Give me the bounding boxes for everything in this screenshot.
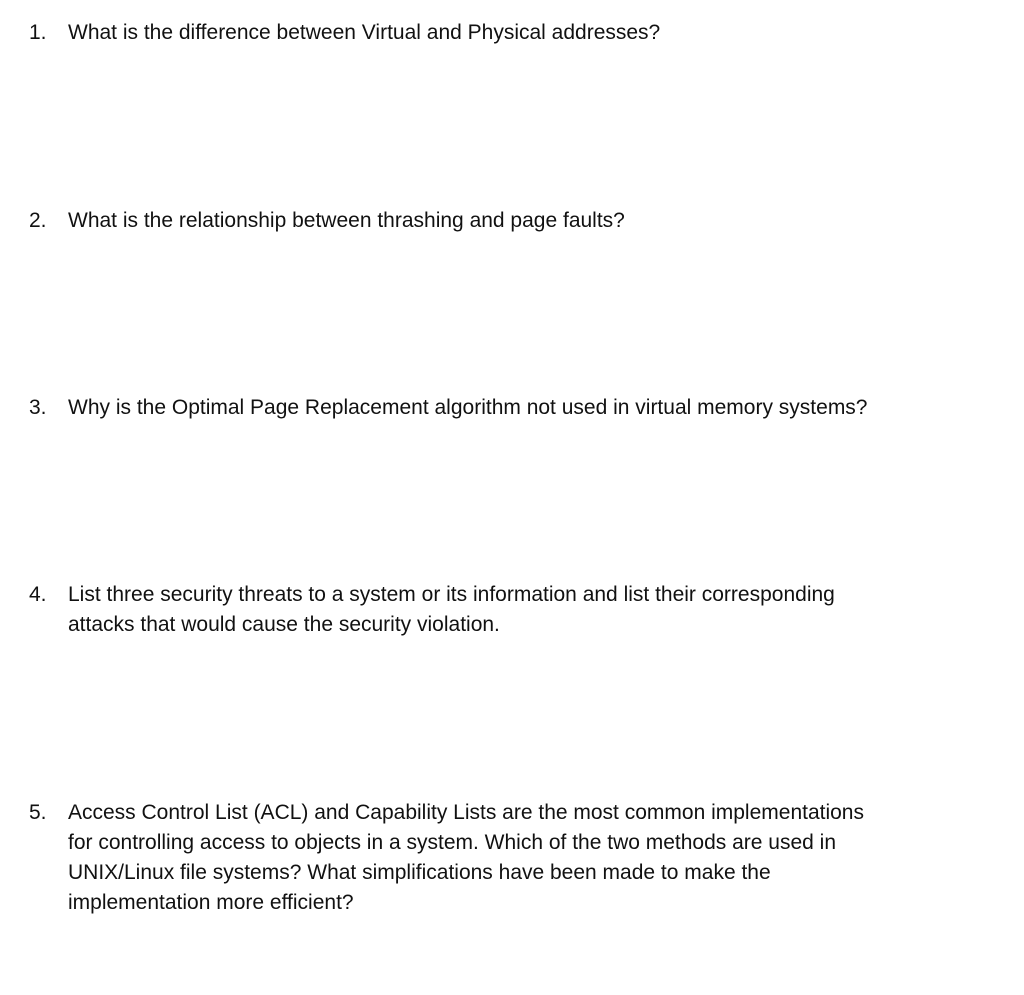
- question-text: [68, 580, 988, 640]
- question-text: [68, 18, 988, 48]
- question-text: [68, 206, 988, 236]
- question-line: implementation more efficient?: [68, 891, 354, 914]
- question-number: 2.: [29, 209, 47, 232]
- question-line: Why is the Optimal Page Replacement algorithm not used in virtual memory systems?: [68, 396, 868, 419]
- question-line: Access Control List (ACL) and Capability Lists are the most common implementations: [68, 801, 864, 824]
- question-line: attacks that would cause the security violation.: [68, 613, 500, 636]
- question-text: [68, 798, 988, 918]
- question-line: List three security threats to a system or its information and list their corresponding: [68, 583, 835, 606]
- question-line: What is the difference between Virtual and Physical addresses?: [68, 21, 661, 44]
- question-number: 5.: [29, 801, 47, 824]
- question-line: What is the relationship between thrashing and page faults?: [68, 209, 625, 232]
- question-line: for controlling access to objects in a system. Which of the two methods are used in: [68, 831, 837, 854]
- question-line: UNIX/Linux file systems? What simplifications have been made to make the: [68, 861, 771, 884]
- question-number: 4.: [29, 583, 47, 606]
- question-number: 3.: [29, 396, 47, 419]
- question-number: 1.: [29, 21, 47, 44]
- question-text: [68, 393, 988, 423]
